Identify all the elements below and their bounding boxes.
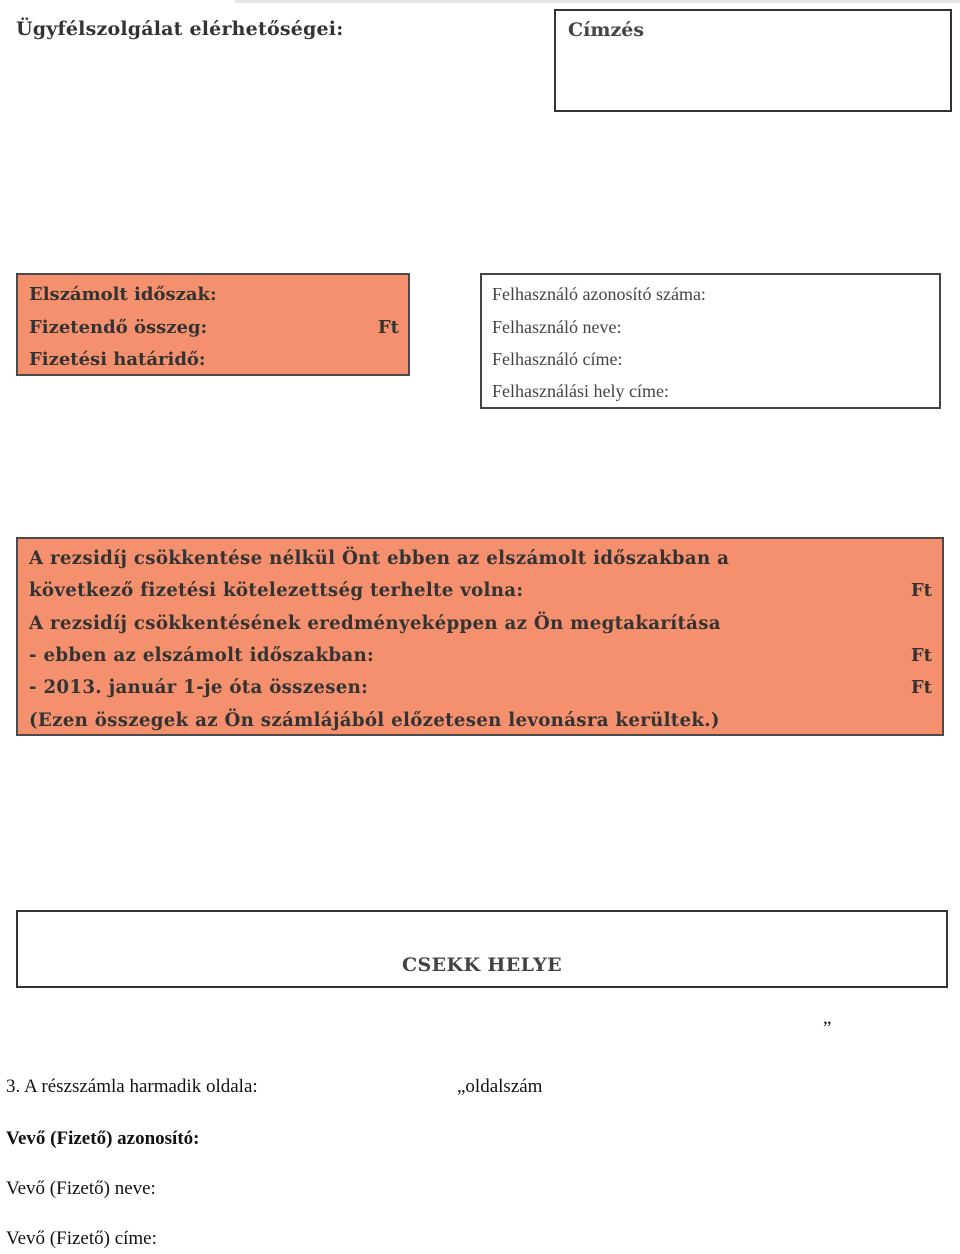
user-id-label: Felhasználó azonosító száma: <box>492 284 706 304</box>
closing-quote: ” <box>823 1018 832 1039</box>
savings-box <box>16 537 944 736</box>
currency-label: Ft <box>910 677 932 698</box>
savings-line: - 2013. január 1-je óta összesen: <box>29 677 369 698</box>
currency-label: Ft <box>910 580 932 601</box>
amount-due-label: Fizetendő összeg: <box>29 317 208 338</box>
check-placeholder-label: CSEKK HELYE <box>402 954 562 976</box>
buyer-address-label: Vevő (Fizető) címe: <box>6 1228 157 1249</box>
payment-deadline-label: Fizetési határidő: <box>29 349 206 370</box>
contact-title: Ügyfélszolgálat elérhetőségei: <box>16 18 344 40</box>
savings-line: következő fizetési kötelezettség terhelte volna: <box>29 580 524 601</box>
top-rule <box>235 0 960 3</box>
page-heading: 3. A részszámla harmadik oldala: <box>6 1076 258 1097</box>
user-name-label: Felhasználó neve: <box>492 317 622 337</box>
user-address-label: Felhasználó címe: <box>492 349 623 369</box>
savings-line: A rezsidíj csökkentésének eredményeképpen az Ön megtakarítása <box>29 613 721 634</box>
address-box <box>554 9 952 112</box>
buyer-id-label: Vevő (Fizető) azonosító: <box>6 1128 200 1149</box>
savings-line: - ebben az elszámolt időszakban: <box>29 645 375 666</box>
usage-site-address-label: Felhasználási hely címe: <box>492 381 669 401</box>
check-placeholder-box <box>16 910 948 988</box>
page-number-placeholder: „oldalszám <box>457 1076 543 1097</box>
amount-due-currency: Ft <box>377 317 399 338</box>
savings-line: A rezsidíj csökkentése nélkül Önt ebben az elszámolt időszakban a <box>29 548 730 569</box>
currency-label: Ft <box>910 645 932 666</box>
savings-line: (Ezen összegek az Ön számlájából előzetesen levonásra kerültek.) <box>29 710 720 731</box>
buyer-name-label: Vevő (Fizető) neve: <box>6 1178 156 1199</box>
address-label: Címzés <box>568 19 645 41</box>
billing-period-label: Elszámolt időszak: <box>29 284 217 305</box>
user-info-box <box>480 273 941 409</box>
billing-period-box <box>16 273 410 376</box>
